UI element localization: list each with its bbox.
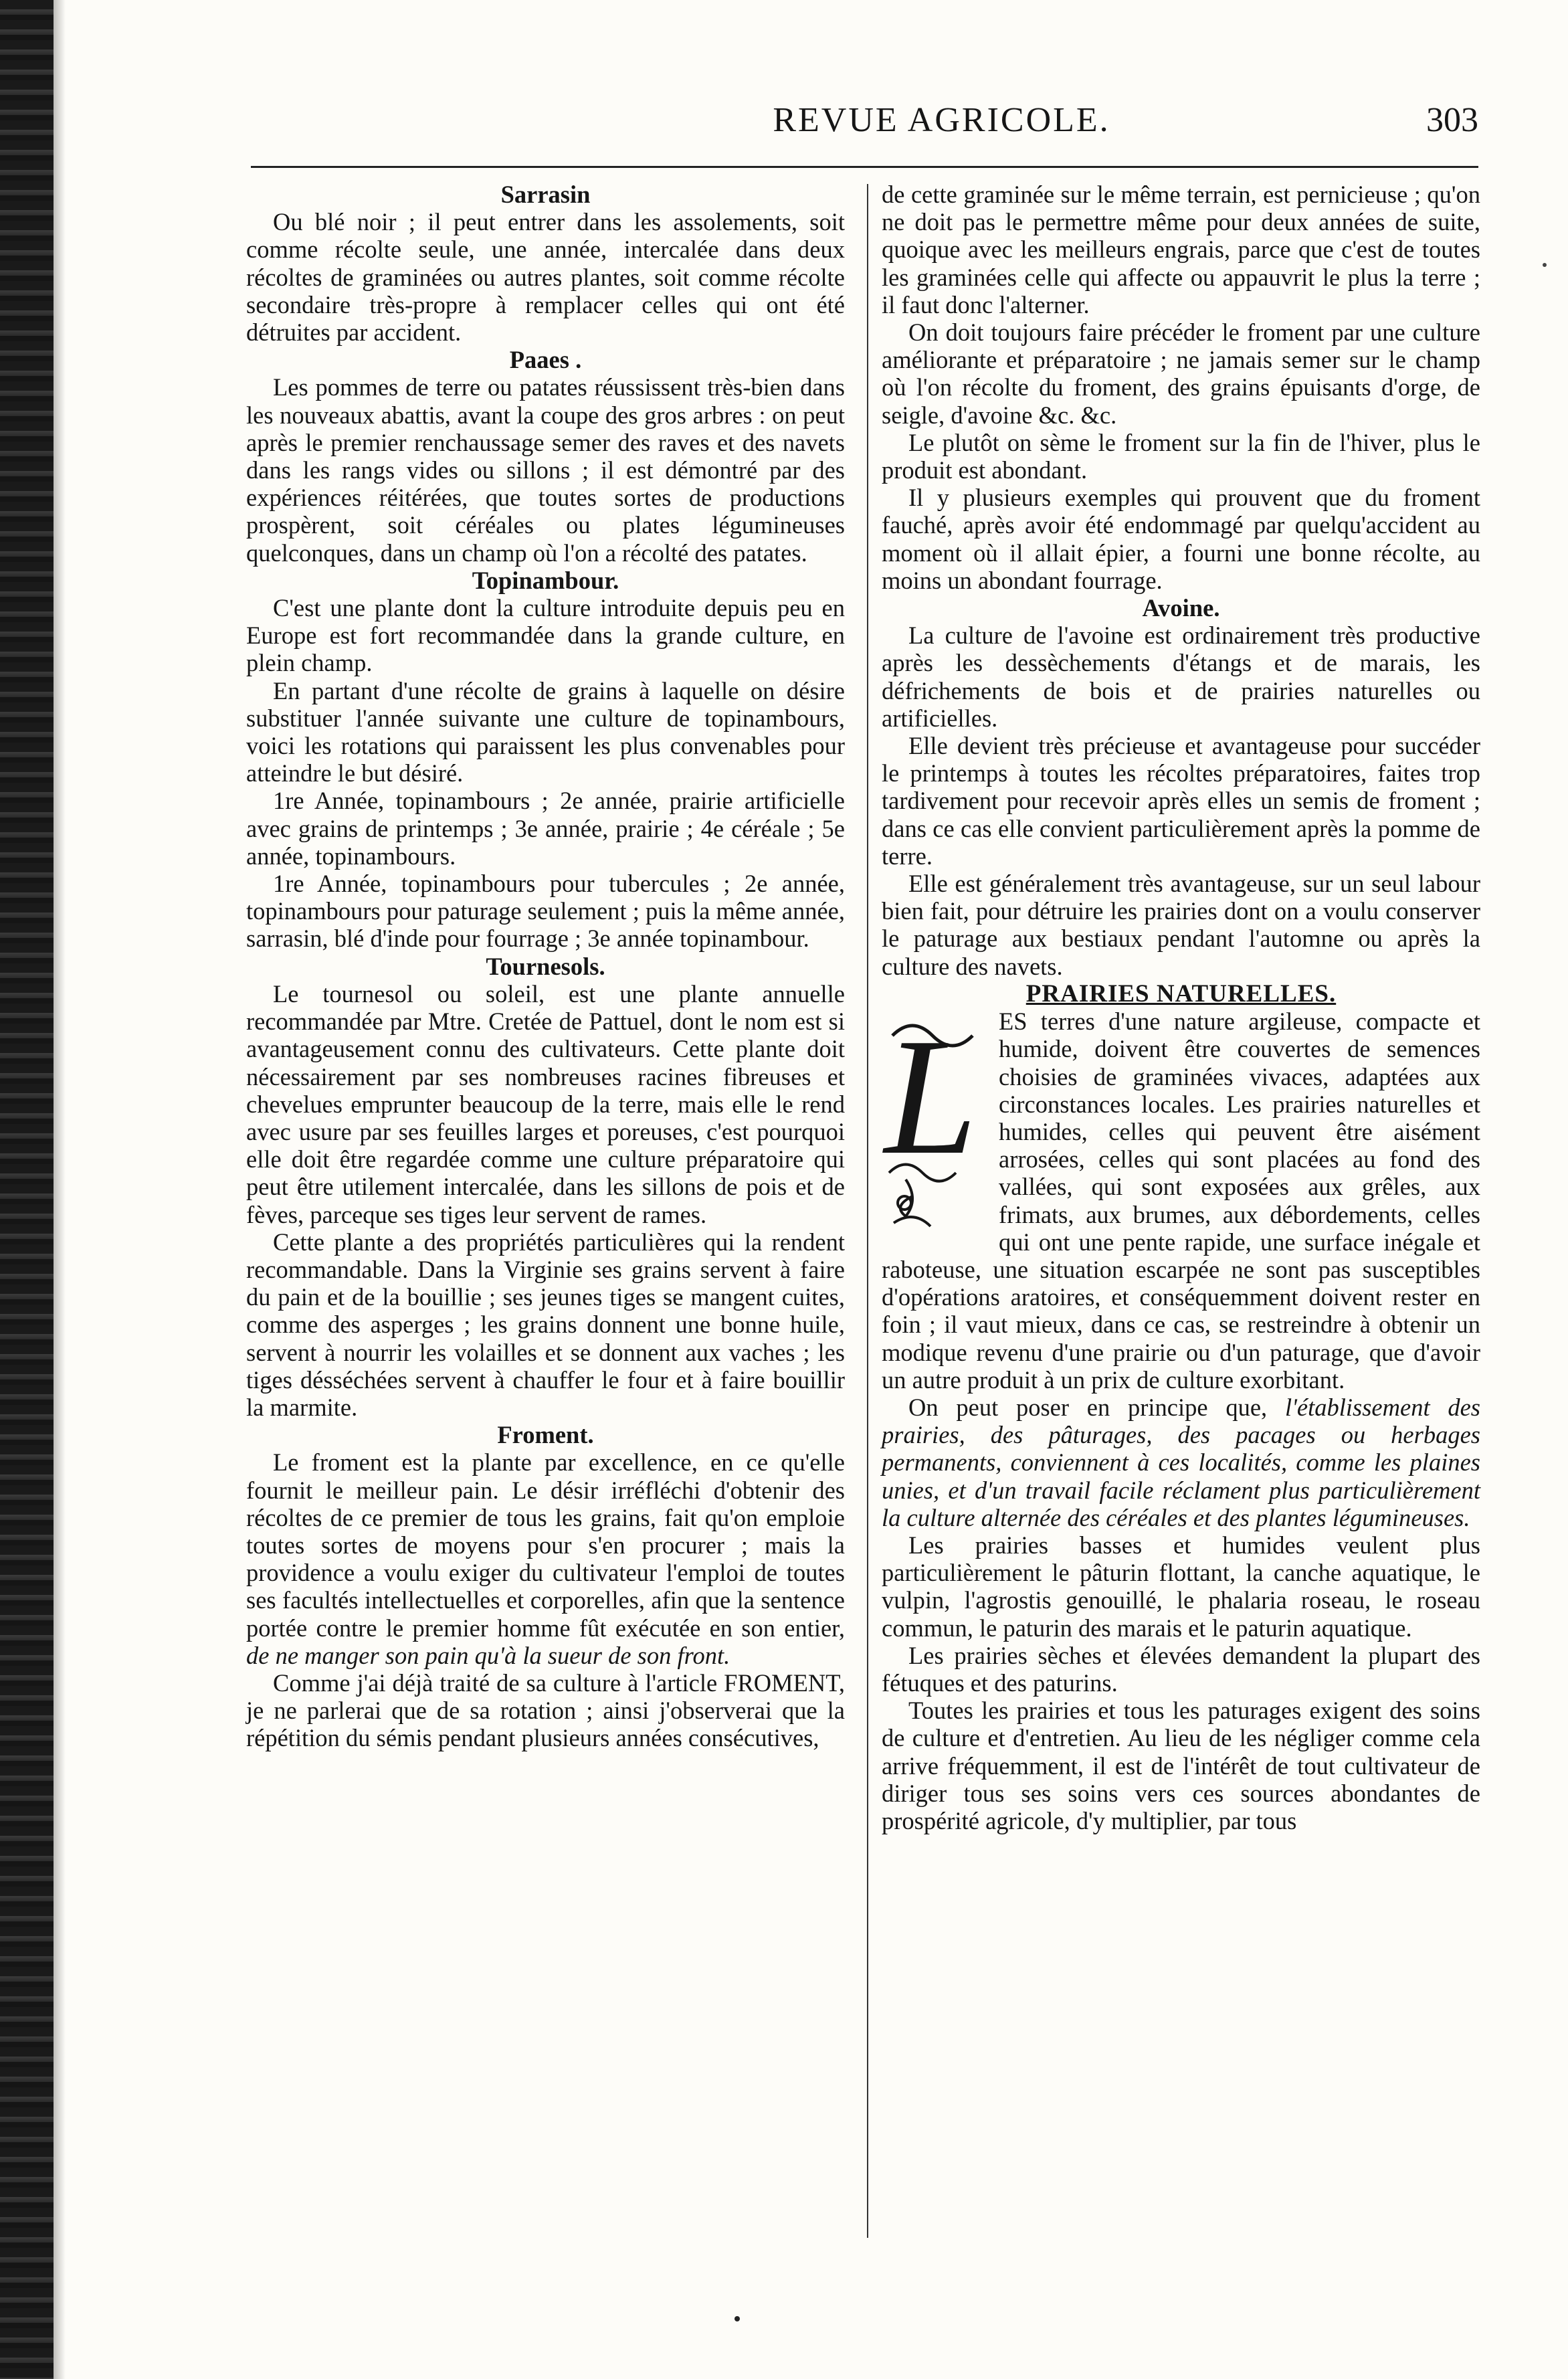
paragraph-text: Il y plusieurs exemples qui prouvent que du froment fauché, après avoir été endommagé par quelqu'accident au moment où il allait épier, a fourni une bonne récolte, au moins un abondant fourrage.: [882, 484, 1480, 594]
paragraph: [246, 594, 845, 677]
paragraph: [246, 870, 845, 953]
paragraph: [882, 181, 1480, 318]
page-speck: [1543, 263, 1547, 267]
italic-passage: l'établissement des prairies, des pâturages, des pacages ou herbages permanents, conviennent à ces localités, comme les plaines unies, et d'un travail facile réclament plus particulièrement la culture alternée des céréales et des plantes légumineuses.: [882, 1393, 1480, 1531]
left-column: [246, 181, 845, 1752]
paragraph: [882, 622, 1480, 732]
right-column: [882, 181, 1480, 1834]
paragraph: [246, 373, 845, 566]
paragraph: [882, 1697, 1480, 1834]
paragraph-text: de cette graminée sur le même terrain, est pernicieuse ; qu'on ne doit pas le permettre même pour deux années de suite, quoique avec les meilleurs engrais, parce que c'est de toutes les graminées celle qui affecte ou appauvrit le plus la terre ; il faut donc l'alterner.: [882, 181, 1480, 318]
paragraph: [246, 1228, 845, 1421]
paragraph-text: Le tournesol ou soleil, est une plante annuelle recommandée par Mtre. Cretée de Pattuel, dont le nom est si avantageusement connu des cultivateurs. Cette plante doit nécessairement par ses nombreuses racines fibreuses et chevelues emprunter beaucoup de la terre, mais elle le rend avec usure par ses feuilles larges et poreuses, c'est pourquoi elle doit être regardée comme une culture préparatoire qui peut être utilement intercalée, dans les sillons de pois et de fèves, parceque ses tiges leur servent de rames.: [246, 979, 845, 1228]
section-heading-topinambour: Topinambour.: [472, 566, 619, 594]
section-heading-froment: Froment.: [497, 1421, 594, 1449]
paragraph-text: Elle est généralement très avantageuse, sur un seul labour bien fait, pour détruire les prairies dont on a voulu conserver le paturage aux bestiaux pendant l'automne ou après la culture des navets.: [882, 870, 1480, 980]
running-title: REVUE AGRICOLE.: [773, 101, 1110, 139]
section-heading-paaes: Paaes .: [509, 346, 582, 374]
paragraph: [882, 1394, 1480, 1531]
paragraph: [246, 1448, 845, 1669]
paragraph-text: On peut poser en principe que,: [908, 1393, 1285, 1421]
paragraph-text: Elle devient très précieuse et avantageuse pour succéder le printemps à toutes les récoltes préparatoires, faites trop tardivement pour recevoir après elles un semis de froment ; dans ce cas elle convient particulièrement après la pomme de terre.: [882, 732, 1480, 870]
paragraph-with-drop-cap: [882, 1008, 1480, 1394]
paragraph: [882, 732, 1480, 870]
section-heading-avoine: Avoine.: [1142, 594, 1220, 622]
paragraph: [882, 870, 1480, 980]
paragraph-text: La culture de l'avoine est ordinairement très productive après les dessèchements d'étangs et de marais, les défrichements de bois et de prairies naturelles ou artificielles.: [882, 622, 1480, 732]
paragraph: [246, 1669, 845, 1752]
paragraph-text: Cette plante a des propriétés particulières qui la rendent recommandable. Dans la Virginie ses grains servent à faire du pain et de la bouillie ; ses jeunes tiges se mangent cuites, comme des asperges ; les grains donnent une bonne huile, servent à nourrir les volailles et se donnent aux vaches ; les tiges désséchées servent à chauffer le four et à faire bouillir la marmite.: [246, 1228, 845, 1421]
paragraph: [882, 1531, 1480, 1642]
paragraph-text: 1re Année, topinambours pour tubercules ; 2e année, topinambours pour paturage seulement ; puis la même année, sarrasin, blé d'inde pour fourrage ; 3e année topinambour.: [246, 870, 845, 953]
section-title: PRAIRIES NATURELLES.: [1025, 979, 1337, 1008]
paragraph: [246, 787, 845, 870]
paragraph-text: Le froment est la plante par excellence, en ce qu'elle fournit le meilleur pain. Le désir irréfléchi d'obtenir des récoltes de ce premier de tous les grains, fait qu'on emploie toutes sortes de moyens pour s'en procurer ; mais la providence a voulu exiger du cultivateur l'emploi de toutes ses facultés intellectuelles et corporelles, afin que la sentence portée contre le premier homme fût exécutée en son entier,: [246, 1448, 845, 1642]
paragraph: [246, 677, 845, 787]
paragraph: [246, 980, 845, 1228]
paragraph-text: En partant d'une récolte de grains à laquelle on désire substituer l'année suivante une culture de topinambours, voici les rotations qui paraissent les plus convenables pour atteindre le but désiré.: [246, 676, 845, 787]
ornamental-drop-cap-l-icon: [879, 1009, 989, 1233]
paragraph-text: On doit toujours faire précéder le froment par une culture améliorante et préparatoire ; ne jamais semer sur le champ où l'on récolte du froment, des grains épuisants d'orge, de seigle, d'avoine &c. &c.: [882, 318, 1480, 429]
paragraph-text: Toutes les prairies et tous les paturages exigent des soins de culture et d'entretien. Au lieu de les négliger comme cela arrive fréquemment, il est de l'intérêt de tout cultivateur de diriger tous ses soins vers ces sources abondantes de prospérité agricole, d'y multiplier, par tous: [882, 1697, 1480, 1834]
italic-passage: de ne manger son pain qu'à la sueur de son front.: [246, 1641, 730, 1669]
paragraph: [882, 1642, 1480, 1697]
paragraph: [882, 318, 1480, 429]
paragraph-text: Les prairies sèches et élevées demandent la plupart des fétuques et des paturins.: [882, 1641, 1480, 1697]
paragraph: [246, 208, 845, 346]
paragraph-text: Les prairies basses et humides veulent plus particulièrement le pâturin flottant, la canche aquatique, le vulpin, l'agrostis genouillé, le phalaria roseau, le roseau commun, le paturin des marais et le paturin aquatique.: [882, 1531, 1480, 1642]
paragraph-text: Le plutôt on sème le froment sur la fin de l'hiver, plus le produit est abondant.: [882, 428, 1480, 484]
section-heading-tournesols: Tournesols.: [486, 952, 605, 980]
paragraph-text: Les pommes de terre ou patates réussissent très-bien dans les nouveaux abattis, avant la coupe des gros arbres : on peut après le premier renchaussage semer des raves et des navets dans les rangs vides ou sillons ; il est démontré par des expériences réitérées, que toutes sortes de productions prospèrent, soit céréales ou plates légumineuses quelconques, dans un champ où l'on a récolté des patates.: [246, 373, 845, 567]
paragraph-text: Ou blé noir ; il peut entrer dans les assolements, soit comme récolte seule, une année, intercalée dans deux récoltes de graminées ou autres plantes, soit comme récolte secondaire très-propre à remplacer celles qui ont été détruites par accident.: [246, 208, 845, 347]
section-heading-sarrasin: Sarrasin: [500, 181, 591, 208]
paragraph-text: ES terres d'une nature argileuse, compacte et humide, doivent être couvertes de semences choisies de graminées vivaces, adaptées aux circonstances locales. Les prairies naturelles et humides, celles qui peuvent être aisément arrosées, celles qui sont placées au fond des vallées, qui sont exposées aux grêles, aux frimats, aux brumes, aux débordements, celles qui ont une pente rapide, une surface inégale et raboteuse, une situation escarpée ne sont pas susceptibles d'opérations aratoires, et conséquemment doivent rester en foin ; il vaut mieux, dans ce cas, se restreindre à obtenir un modique revenu d'une prairie ou d'un paturage, que d'avoir un autre produit à un prix de culture exorbitant.: [882, 1008, 1480, 1394]
page-speck: [734, 2316, 740, 2321]
page-header: [251, 100, 1478, 154]
paragraph: [882, 484, 1480, 594]
header-rule: [251, 166, 1478, 168]
paragraph-text: Comme j'ai déjà traité de sa culture à l'article FROMENT, je ne parlerai que de sa rotation ; ainsi j'observerai que la répétition du sémis pendant plusieurs années consécutives,: [246, 1669, 845, 1752]
page-number: 303: [1426, 101, 1478, 139]
book-binding-edge: [0, 0, 54, 2379]
paragraph-text: C'est une plante dont la culture introduite depuis peu en Europe est fort recommandée dans la grande culture, en plein champ.: [246, 594, 845, 677]
column-divider: [867, 184, 868, 2238]
paragraph: [882, 429, 1480, 484]
paragraph-text: 1re Année, topinambours ; 2e année, prairie artificielle avec grains de printemps ; 3e année, prairie ; 4e céréale ; 5e année, topinambours.: [246, 787, 845, 870]
svg-text:L: L: [884, 1009, 978, 1190]
